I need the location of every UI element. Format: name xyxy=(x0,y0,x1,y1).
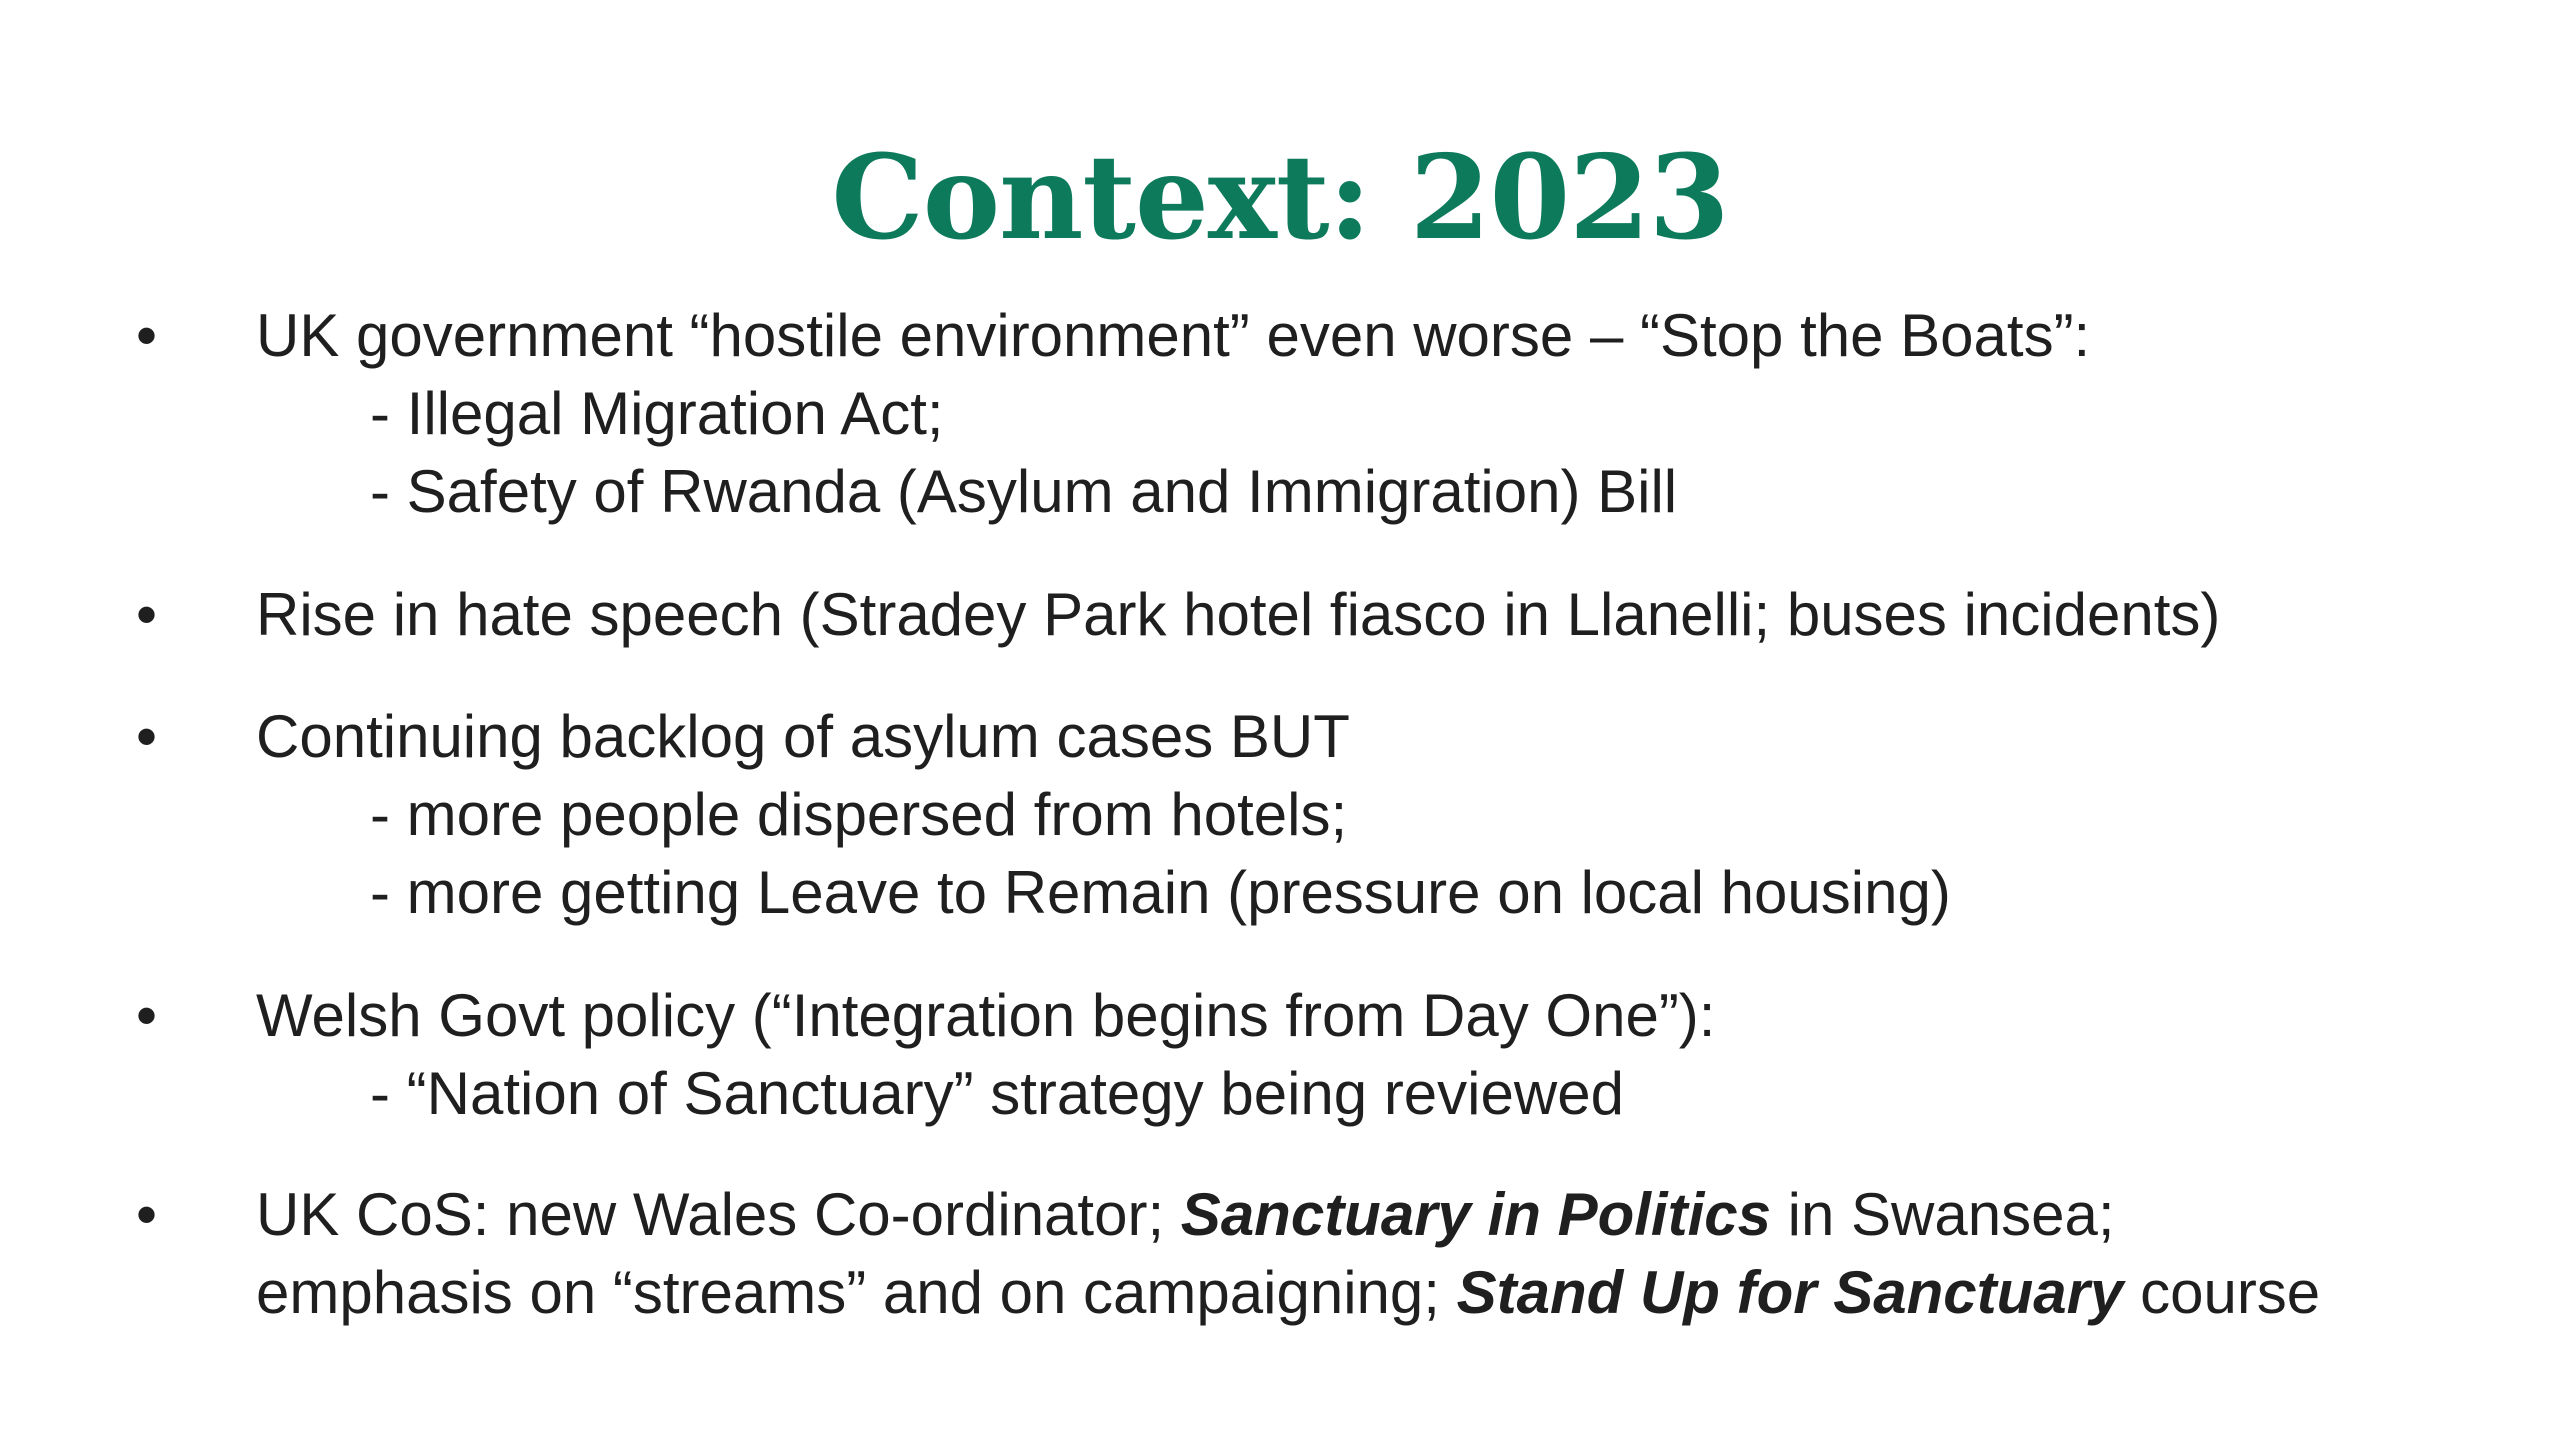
text-segment: UK CoS: new Wales Co-ordinator; xyxy=(256,1181,1181,1248)
emphasis-stand-up-for-sanctuary: Stand Up for Sanctuary xyxy=(1456,1259,2124,1326)
sub-item: - more getting Leave to Remain (pressure on local housing) xyxy=(370,859,1951,926)
sub-item: - Safety of Rwanda (Asylum and Immigration) Bill xyxy=(370,458,1678,525)
emphasis-sanctuary-in-politics: Sanctuary in Politics xyxy=(1180,1181,1771,1248)
bullet-dot: • xyxy=(136,1181,158,1248)
sub-item: - “Nation of Sanctuary” strategy being reviewed xyxy=(370,1060,1624,1127)
bullet-text-line-1 xyxy=(256,1176,2115,1254)
bullet-dot: • xyxy=(136,302,158,369)
bullet-text-line-2 xyxy=(256,1254,2320,1332)
bullet-dot: • xyxy=(136,581,158,648)
sub-item: - more people dispersed from hotels; xyxy=(370,781,1348,848)
bullet-text: Continuing backlog of asylum cases BUT xyxy=(256,703,1350,770)
bullet-text: UK government “hostile environment” even worse – “Stop the Boats”: xyxy=(256,302,2091,369)
text-segment: in Swansea; xyxy=(1770,1181,2115,1248)
bullet-text: Welsh Govt policy (“Integration begins from Day One”): xyxy=(256,982,1716,1049)
text-segment: emphasis on “streams” and on campaigning; xyxy=(256,1259,1457,1326)
text-segment: course xyxy=(2123,1259,2321,1326)
bullet-dot: • xyxy=(136,703,158,770)
bullet-text: Rise in hate speech (Stradey Park hotel fiasco in Llanelli; buses incidents) xyxy=(256,581,2221,648)
bullet-dot: • xyxy=(136,982,158,1049)
sub-item: - Illegal Migration Act; xyxy=(370,380,944,447)
slide-title: Context: 2023 xyxy=(831,130,1729,266)
